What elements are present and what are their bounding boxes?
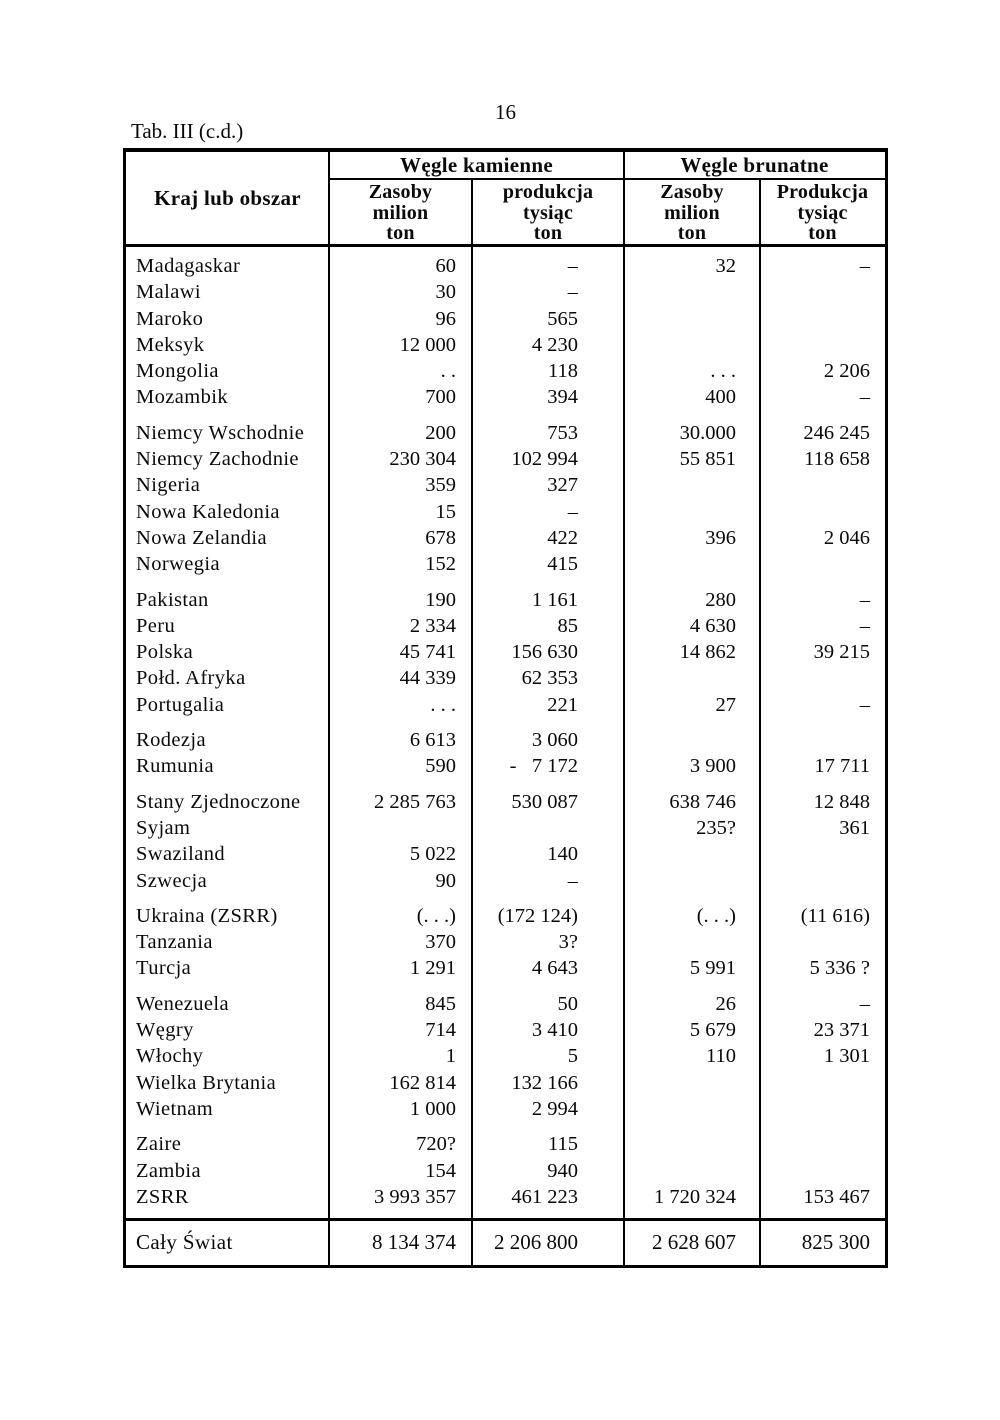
brown-coal-production-cell [760,1158,885,1184]
brown-coal-production-cell [760,727,885,753]
hard-coal-production-cell: (172 124) [497,904,578,927]
country-cell: Zambia [136,1159,202,1182]
hard-coal-production-cell: 2 994 [531,1097,578,1120]
table-row [126,446,885,472]
hard-coal-production-cell: 3? [558,931,578,954]
brown-coal-production-cell: – [859,614,870,637]
country-cell: Maroko [136,307,204,330]
brown-coal-reserves-cell [624,868,760,894]
brown-coal-production-cell [760,499,885,525]
table-row [126,472,885,498]
brown-coal-reserves-cell: 55 851 [679,448,736,471]
column-header-country: Kraj lub obszar [154,185,301,210]
table-row [126,1131,885,1157]
hard-coal-reserves-cell: 714 [425,1019,456,1042]
country-cell: Szwecja [136,869,208,892]
hard-coal-reserves-cell: 12 000 [399,333,456,356]
hard-coal-production-cell: 415 [547,553,578,576]
hard-coal-production-cell: 565 [547,307,578,330]
brown-coal-reserves-cell [624,1131,760,1157]
table-row [126,525,885,551]
brown-coal-reserves-cell [624,1070,760,1096]
country-cell: Nigeria [136,474,201,497]
country-cell: Turcja [136,957,192,980]
country-cell: Meksyk [136,333,205,356]
hard-coal-production-cell: 118 [548,360,578,383]
brown-coal-reserves-cell: (. . .) [696,904,736,927]
hard-coal-reserves-cell: 678 [425,526,456,549]
brown-coal-production-cell [760,306,885,332]
total-label-cell: Cały Świat [136,1230,233,1255]
brown-coal-production-cell [760,1070,885,1096]
country-cell: Malawi [136,281,202,304]
hard-coal-reserves-cell: . . [440,360,456,383]
table-row [126,789,885,815]
brown-coal-production-cell [760,868,885,894]
hard-coal-production-cell: – [567,500,578,523]
hard-coal-reserves-cell: 6 613 [409,729,456,752]
hard-coal-production-cell: – [567,869,578,892]
table-row [126,665,885,691]
table-row [126,551,885,577]
country-cell: Nowa Zelandia [136,526,267,549]
hard-coal-production-cell: 5 [567,1045,578,1068]
hard-coal-production-cell: 394 [547,386,578,409]
column-group-brown-coal: Węgle brunatne [624,152,885,180]
hard-coal-reserves-cell: 3 993 357 [374,1185,456,1208]
country-cell: Pakistan [136,588,209,611]
brown-coal-production-cell: 5 336 ? [809,957,870,980]
brown-coal-reserves-cell: 27 [715,693,736,716]
hard-coal-production-cell: 115 [548,1133,578,1156]
brown-coal-production-cell [760,929,885,955]
brown-coal-production-cell: 246 245 [803,421,870,444]
hard-coal-reserves-cell: 90 [435,869,456,892]
table-row [126,420,885,446]
brown-coal-reserves-cell [624,551,760,577]
brown-coal-reserves-cell [624,332,760,358]
table-row [126,499,885,525]
hard-coal-production-cell: 3 410 [531,1019,578,1042]
brown-coal-production-cell: – [859,588,870,611]
table-row [126,903,885,929]
hard-coal-reserves-cell: 15 [435,500,456,523]
hard-coal-reserves-cell: 1 [445,1045,456,1068]
country-cell: Niemcy Wschodnie [136,421,305,444]
brown-coal-production-cell [760,551,885,577]
brown-coal-reserves-cell: . . . [710,360,736,383]
table-row [126,1158,885,1184]
table-row [126,841,885,867]
hard-coal-reserves-cell: 30 [435,281,456,304]
brown-coal-reserves-cell [624,306,760,332]
brown-coal-production-cell [760,332,885,358]
table-label: Tab. III (c.d.) [131,119,244,143]
brown-coal-reserves-cell: 1 720 324 [654,1185,736,1208]
hard-coal-production-cell [472,815,624,841]
country-cell: Niemcy Zachodnie [136,448,299,471]
subheader-hard-coal-production: produkcja tysiąc ton [502,181,594,244]
table-row [126,1070,885,1096]
hard-coal-reserves-cell: 720? [416,1133,456,1156]
hard-coal-reserves-cell: 5 022 [409,843,456,866]
brown-coal-reserves-cell: 638 746 [669,790,736,813]
hard-coal-reserves-cell: 370 [425,931,456,954]
hard-coal-production-cell: - 7 172 [509,755,578,778]
brown-coal-production-cell [760,472,885,498]
brown-coal-reserves-cell: 3 900 [689,755,736,778]
brown-coal-reserves-cell: 5 991 [689,957,736,980]
country-cell: Swaziland [136,843,225,866]
country-cell: Wielka Brytania [136,1071,277,1094]
brown-coal-production-cell [760,1096,885,1122]
hard-coal-production-cell: 140 [547,843,578,866]
hard-coal-reserves-cell: 1 000 [409,1097,456,1120]
hard-coal-production-cell: 221 [547,693,578,716]
country-cell: Rumunia [136,755,214,778]
country-cell: Mongolia [136,360,219,383]
table-row [126,332,885,358]
country-cell: Tanzania [136,931,213,954]
table-header [126,152,885,247]
brown-coal-reserves-cell: 4 630 [689,614,736,637]
hard-coal-production-cell: 1 161 [531,588,578,611]
hard-coal-production-cell: 327 [547,474,578,497]
country-cell: Peru [136,614,176,637]
hard-coal-reserves-cell: 200 [425,421,456,444]
brown-coal-production-cell: – [859,992,870,1015]
hard-coal-production-cell: 132 166 [511,1071,578,1094]
brown-coal-production-cell: 39 215 [813,641,870,664]
hard-coal-production-cell: 4 230 [531,333,578,356]
brown-coal-production-cell: (11 616) [800,904,870,927]
brown-coal-production-cell: 12 848 [813,790,870,813]
table-row [126,727,885,753]
country-cell: Węgry [136,1019,194,1042]
column-divider [623,152,625,1265]
hard-coal-reserves-cell [329,815,472,841]
brown-coal-production-cell: 17 711 [814,755,870,778]
brown-coal-production-cell: 2 046 [823,526,870,549]
hard-coal-production-cell: 156 630 [511,641,578,664]
brown-coal-production-cell [760,1131,885,1157]
brown-coal-production-cell: 23 371 [813,1019,870,1042]
brown-coal-reserves-cell: 5 679 [689,1019,736,1042]
hard-coal-production-cell: – [567,255,578,277]
table-row [126,1096,885,1122]
country-cell: Norwegia [136,553,221,576]
brown-coal-reserves-cell [624,665,760,691]
hard-coal-reserves-cell: 1 291 [409,957,456,980]
table-row [126,279,885,305]
hard-coal-reserves-cell: 2 334 [409,614,456,637]
country-cell: Połd. Afryka [136,667,246,690]
hard-coal-production-cell: 3 060 [531,729,578,752]
hard-coal-reserves-cell: 60 [435,255,456,277]
brown-coal-production-cell: – [859,255,870,277]
country-cell: Madagaskar [136,255,241,277]
table-row [126,358,885,384]
brown-coal-production-cell: 361 [839,816,870,839]
brown-coal-reserves-cell: 26 [715,992,736,1015]
hard-coal-reserves-cell: 44 339 [399,667,456,690]
hard-coal-reserves-cell: 45 741 [399,641,456,664]
hard-coal-production-cell: 62 353 [521,667,578,690]
brown-coal-reserves-cell: 400 [705,386,736,409]
hard-coal-reserves-cell: (. . .) [416,904,456,927]
country-cell: Mozambik [136,386,229,409]
brown-coal-production-cell: 153 467 [803,1185,870,1208]
country-cell: Stany Zjednoczone [136,790,301,813]
table-row [126,692,885,718]
table-row [126,639,885,665]
country-cell: Rodezja [136,729,206,752]
country-cell: Portugalia [136,693,225,716]
brown-coal-production-cell: – [859,693,870,716]
hard-coal-production-cell: 85 [557,614,578,637]
hard-coal-production-cell: 530 087 [511,790,578,813]
brown-coal-reserves-cell [624,499,760,525]
brown-coal-production-cell [760,279,885,305]
brown-coal-reserves-cell: 280 [705,588,736,611]
country-cell: Nowa Kaledonia [136,500,280,523]
brown-coal-production-cell [760,665,885,691]
total-hard-coal-production-cell: 2 206 800 [494,1230,578,1255]
hard-coal-reserves-cell: . . . [430,693,456,716]
country-cell: Wenezuela [136,992,229,1015]
page-number: 16 [495,100,516,124]
table-row [126,1043,885,1069]
brown-coal-production-cell: – [859,386,870,409]
hard-coal-production-cell: 4 643 [531,957,578,980]
hard-coal-reserves-cell: 700 [425,386,456,409]
table-row [126,955,885,981]
table-row [126,815,885,841]
brown-coal-production-cell: 118 658 [804,448,870,471]
hard-coal-production-cell: 940 [547,1159,578,1182]
brown-coal-reserves-cell [624,1096,760,1122]
table-row [126,753,885,779]
hard-coal-production-cell: 753 [547,421,578,444]
hard-coal-production-cell: 50 [557,992,578,1015]
country-cell: Syjam [136,816,191,839]
coal-table [123,148,888,1268]
brown-coal-reserves-cell: 110 [706,1045,736,1068]
table-row [126,1184,885,1210]
hard-coal-reserves-cell: 190 [425,588,456,611]
total-row [126,1218,885,1265]
hard-coal-reserves-cell: 845 [425,992,456,1015]
column-divider [328,152,330,1265]
brown-coal-reserves-cell: 32 [715,255,736,277]
brown-coal-production-cell [760,841,885,867]
hard-coal-production-cell: 461 223 [511,1185,578,1208]
brown-coal-reserves-cell [624,929,760,955]
table-row [126,384,885,410]
table-row [126,587,885,613]
table-row [126,868,885,894]
hard-coal-reserves-cell: 154 [425,1159,456,1182]
brown-coal-reserves-cell [624,841,760,867]
brown-coal-reserves-cell: 30.000 [679,421,736,444]
hard-coal-reserves-cell: 359 [425,474,456,497]
country-cell: Włochy [136,1045,204,1068]
subheader-hard-coal-reserves: Zasoby milion ton [368,181,433,244]
hard-coal-production-cell: 102 994 [511,448,578,471]
total-brown-coal-reserves-cell: 2 628 607 [652,1230,736,1255]
country-cell: Polska [136,641,194,664]
brown-coal-production-cell: 2 206 [823,360,870,383]
table-row [126,306,885,332]
brown-coal-reserves-cell: 14 862 [679,641,736,664]
table-body [126,247,885,1218]
country-cell: Zaire [136,1133,182,1156]
hard-coal-reserves-cell: 152 [425,553,456,576]
column-group-hard-coal: Węgle kamienne [329,152,624,180]
country-cell: Wietnam [136,1097,214,1120]
table-row [126,613,885,639]
brown-coal-reserves-cell: 235? [696,816,736,839]
hard-coal-reserves-cell: 230 304 [389,448,456,471]
hard-coal-production-cell: 422 [547,526,578,549]
subheader-brown-coal-reserves: Zasoby milion ton [660,181,724,244]
column-divider [471,180,473,1265]
total-brown-coal-production-cell: 825 300 [801,1230,870,1255]
table-row [126,929,885,955]
country-cell: ZSRR [136,1185,189,1208]
country-cell: Ukraina (ZSRR) [136,904,278,927]
column-divider [759,180,761,1265]
hard-coal-reserves-cell: 2 285 763 [374,790,456,813]
brown-coal-reserves-cell [624,279,760,305]
table-row [126,253,885,279]
hard-coal-production-cell: – [567,281,578,304]
brown-coal-reserves-cell [624,727,760,753]
total-hard-coal-reserves-cell: 8 134 374 [372,1230,456,1255]
brown-coal-production-cell: 1 301 [823,1045,870,1068]
hard-coal-reserves-cell: 96 [435,307,456,330]
hard-coal-reserves-cell: 590 [425,755,456,778]
hard-coal-reserves-cell: 162 814 [389,1071,456,1094]
table-row [126,1017,885,1043]
brown-coal-reserves-cell: 396 [705,526,736,549]
brown-coal-reserves-cell [624,1158,760,1184]
subheader-brown-coal-production: Produkcja tysiąc ton [776,181,869,244]
brown-coal-reserves-cell [624,472,760,498]
table-row [126,991,885,1017]
